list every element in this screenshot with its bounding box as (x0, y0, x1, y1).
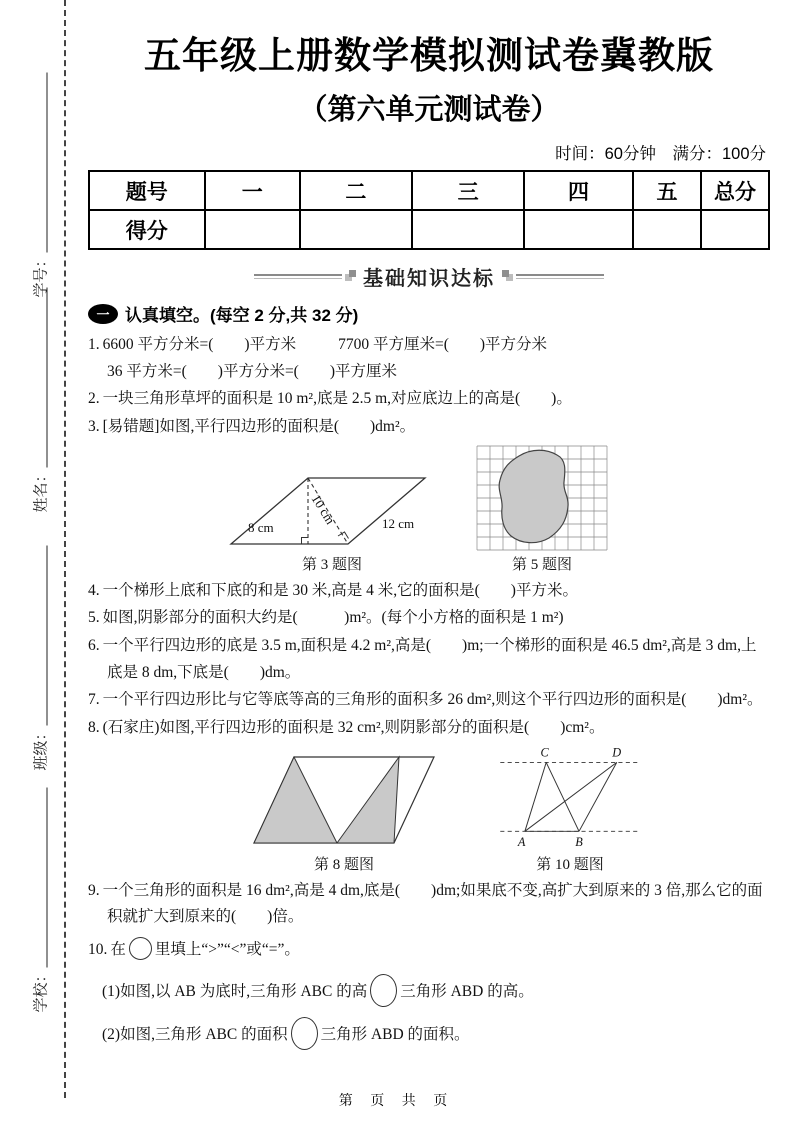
question-text: 在 (110, 940, 126, 958)
banner-left-line (254, 274, 342, 279)
question-number: 10. (88, 940, 108, 958)
student-id-label: 学号： (32, 252, 50, 298)
figure-10 (492, 746, 648, 874)
question-number: 1. (88, 336, 100, 353)
question-10-sub-2 (102, 1017, 770, 1050)
section-1-title: 认真填空。(每空 2 分,共 32 分) (125, 306, 359, 325)
student-id-blank-line (47, 73, 48, 253)
main-content (88, 0, 770, 1060)
sidebar-field-school (25, 788, 51, 1013)
question-3 (88, 414, 770, 441)
figure-3 (226, 471, 438, 574)
dimension-label: 12 cm (382, 515, 415, 531)
question-text: 36 平方米=( )平方分米=( )平方厘米 (107, 362, 398, 380)
figure-caption: 第 10 题图 (536, 856, 604, 873)
question-text: [易错题]如图,平行四边形的面积是( )dm²。 (102, 417, 416, 435)
point-label: D (612, 745, 622, 760)
section-1-heading (88, 301, 770, 326)
score-cell (412, 210, 524, 249)
point-label: C (540, 745, 549, 760)
figure-8 (248, 749, 440, 874)
school-blank-line (47, 788, 48, 968)
question-text: 一个平行四边形比与它等底等高的三角形的面积多 26 dm²,则这个平行四边形的面积是( )dm²。 (102, 691, 763, 709)
page-subtitle: （第六单元测试卷） (298, 94, 560, 126)
sidebar-field-class (25, 546, 51, 771)
score-header-cell: 四 (524, 171, 633, 210)
name-blank-line (47, 288, 48, 468)
sidebar-field-name (25, 288, 51, 513)
triangles-parallel-lines-figure (492, 746, 648, 851)
point-label: B (575, 834, 583, 849)
section-number-badge: 一 (88, 304, 118, 324)
question-number: 2. (88, 390, 100, 408)
right-angle-mark (338, 532, 349, 539)
question-4 (88, 578, 770, 605)
right-angle-mark (302, 537, 309, 544)
dimension-label: 10 cm (308, 491, 339, 527)
score-table-header-row (89, 171, 769, 210)
banner-left-square-icon (349, 270, 356, 277)
shaded-blob-shape (499, 450, 568, 542)
score-header-cell: 题号 (89, 171, 205, 210)
time-score-label: 时间：60分钟 满分：100分 (555, 145, 766, 163)
comparison-circle (370, 974, 397, 1007)
banner-right-square-icon (502, 270, 509, 277)
question-1 (88, 332, 770, 385)
score-header-cell: 总分 (701, 171, 769, 210)
dimension-label: 8 cm (248, 519, 274, 535)
question-text: 6600 平方分米=( )平方米 (102, 336, 297, 353)
question-5 (88, 605, 770, 632)
name-label: 姓名： (32, 467, 50, 513)
question-8 (88, 715, 770, 742)
question-text: (2)如图,三角形 ABC 的面积 (102, 1025, 288, 1043)
question-number: 4. (88, 581, 100, 599)
score-header-cell: 五 (633, 171, 701, 210)
score-header-cell: 一 (205, 171, 300, 210)
question-text: 三角形 ABD 的高。 (400, 982, 534, 1000)
question-text: 7700 平方厘米=( )平方分米 (338, 336, 548, 353)
question-text: 三角形 ABD 的面积。 (320, 1025, 470, 1043)
score-table-score-row (89, 210, 769, 249)
question-number: 5. (88, 609, 100, 627)
score-row-label: 得分 (89, 210, 205, 249)
question-10-sub-1 (102, 974, 770, 1007)
figure-caption: 第 8 题图 (313, 856, 374, 873)
sidebar-field-student-id (25, 73, 51, 298)
score-cell (633, 210, 701, 249)
question-number: 6. (88, 636, 100, 654)
score-cell (300, 210, 412, 249)
question-2 (88, 386, 770, 413)
comparison-circle (291, 1017, 318, 1050)
question-6 (88, 633, 770, 686)
banner-right-line (516, 274, 604, 279)
question-number: 7. (88, 691, 100, 709)
grid-shape-figure (476, 445, 608, 551)
banner-title: 基础知识达标 (363, 268, 495, 290)
score-header-cell: 三 (412, 171, 524, 210)
page-title: 五年级上册数学模拟测试卷冀教版 (144, 35, 714, 76)
score-cell (701, 210, 769, 249)
school-label: 学校： (32, 967, 50, 1013)
score-cell (524, 210, 633, 249)
question-text: 一个三角形的面积是 16 dm²,高是 4 dm,底是( )dm;如果底不变,高扩大到原来的 3 倍,那么它的面积就扩大到原来的( )倍。 (102, 881, 763, 926)
shaded-triangle-right (337, 757, 399, 843)
class-blank-line (47, 546, 48, 726)
score-cell (205, 210, 300, 249)
question-text: 如图,阴影部分的面积大约是( )m²。(每个小方格的面积是 1 m²) (102, 609, 564, 627)
figure-5 (476, 445, 608, 574)
parallelogram-figure (226, 471, 438, 551)
point-label: A (517, 834, 526, 849)
figure-caption: 第 5 题图 (511, 556, 572, 573)
triangle-edges (525, 762, 617, 831)
question-9 (88, 878, 770, 931)
score-table (88, 170, 770, 250)
question-text: 一个平行四边形的底是 3.5 m,面积是 4.2 m²,高是( )m;一个梯形的面积是 46.5 dm²,高是 3 dm,上底是 8 dm,下底是( )dm。 (102, 636, 757, 681)
question-number: 8. (88, 718, 100, 736)
class-label: 班级： (32, 725, 50, 771)
figure-row-1 (88, 445, 770, 574)
shaded-triangle-left (254, 757, 337, 843)
question-number: 9. (88, 881, 100, 899)
question-text: 一块三角形草坪的面积是 10 m²,底是 2.5 m,对应底边上的高是( )。 (102, 390, 572, 408)
question-text: 一个梯形上底和下底的和是 30 米,高是 4 米,它的面积是( )平方米。 (102, 581, 578, 599)
question-10 (88, 937, 770, 964)
parallelogram-triangles-figure (248, 749, 440, 851)
section-banner (88, 262, 770, 291)
sidebar-divider (64, 0, 66, 1098)
question-7 (88, 687, 770, 714)
figure-caption: 第 3 题图 (301, 556, 362, 573)
score-header-cell: 二 (300, 171, 412, 210)
question-text: (石家庄)如图,平行四边形的面积是 32 cm²,则阴影部分的面积是( )cm²。 (102, 718, 605, 736)
question-text: (1)如图,以 AB 为底时,三角形 ABC 的高 (102, 982, 368, 1000)
comparison-circle (129, 937, 152, 960)
figure-row-2 (88, 746, 770, 874)
question-number: 3. (88, 417, 100, 435)
question-text: 里填上“>”“<”或“=”。 (154, 940, 300, 958)
page-footer: 第 页 共 页 (338, 1094, 455, 1109)
